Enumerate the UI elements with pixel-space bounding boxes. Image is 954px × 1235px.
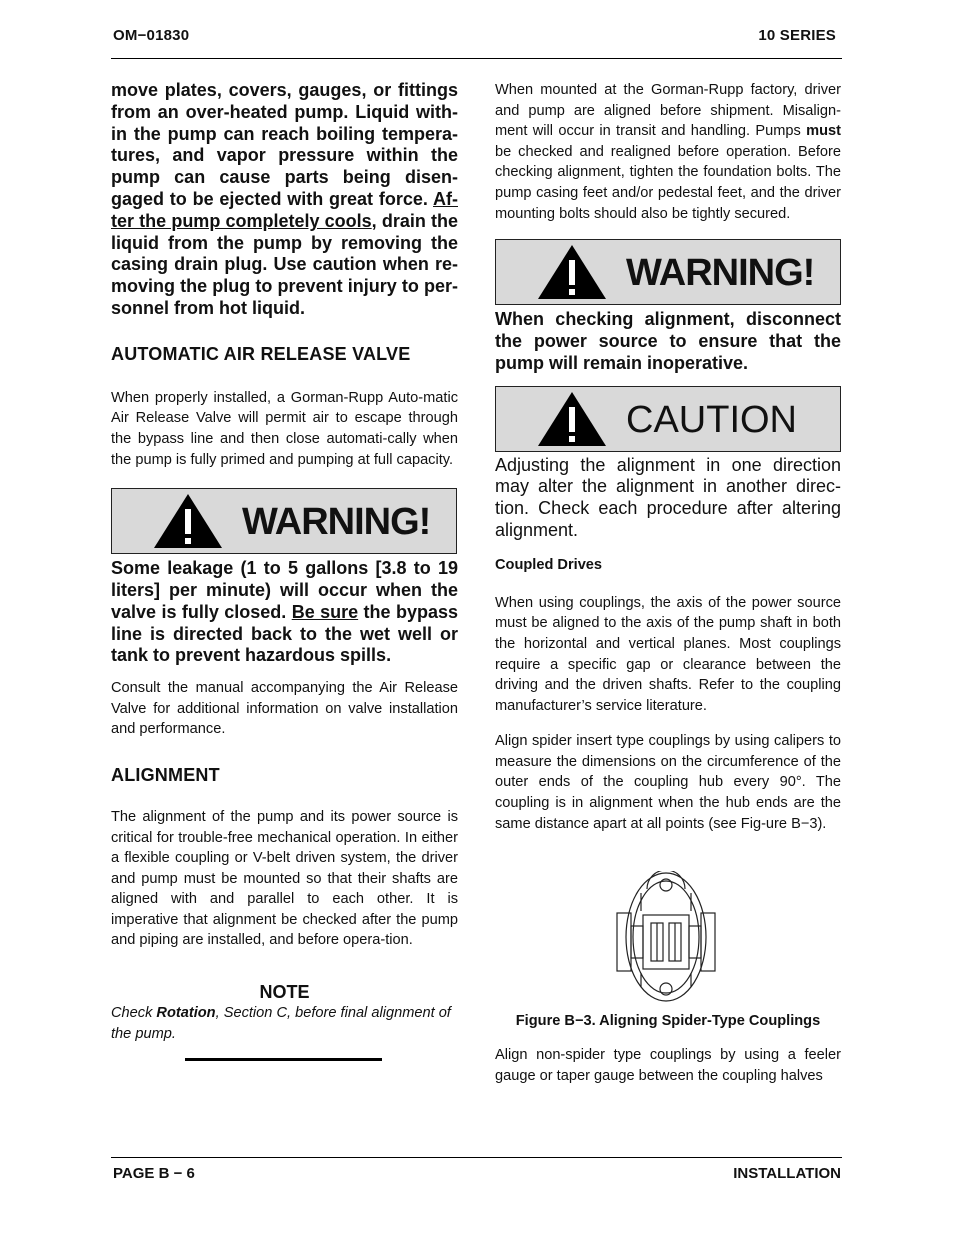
warning-word: WARNING! [626, 252, 815, 295]
factory-text-b: be checked and realigned before operation. Before checking alignment, tighten the foundation bolts. The pump casing feet and/or pedestal feet, and the driver mounting bolts should also be tightly secured. [495, 143, 841, 222]
warning-word: WARNING! [242, 501, 431, 544]
footer-rule [111, 1157, 842, 1158]
leakage-text-b: the bypass line is directed back to the wet well or tank to prevent hazardous spills. [111, 601, 458, 666]
document-id: OM−01830 [113, 27, 190, 44]
warning-box [495, 239, 841, 305]
exclamation-triangle-icon [152, 492, 224, 550]
consult-manual-text: Consult the manual accompanying the Air Release Valve for additional information on valve installation and performance. [111, 680, 458, 738]
factory-text-bold: must [806, 123, 841, 140]
figure-caption: Figure B−3. Aligning Spider-Type Couplings [515, 1013, 821, 1030]
leakage-text-underlined: Be sure [291, 601, 359, 622]
coupled-drives-text: When using couplings, the axis of the power source must be aligned to the axis of the pump shaft in both the horizontal and vertical planes. Most couplings require a specific gap or clearance between the driving and the driven shafts. Refer to the coupling manufacturer’s service literature. [495, 594, 841, 714]
spider-coupling-text: Align spider insert type couplings by using calipers to measure the dimensions on the circumference of the outer ends of the coupling hub every 90°. The coupling is in alignment when the hub ends are the same distance apart at all points (see Fig-ure B−3). [495, 733, 841, 832]
note-text-b: , Section C, before final alignment of the pump. [111, 1005, 451, 1042]
note-text [111, 1003, 458, 1044]
intro-text-a: move plates, covers, gauges, or fittings from an over-heated pump. Liquid with-in the pump can reach boiling tempera-tures, and vapor pressure within the pump can cause parts being disen-gaged to be ejected with great force. [111, 80, 458, 209]
leakage-text-a: Some leakage (1 to 5 gallons [3.8 to 19 liters] per minute) will occur when the valve is fully closed. [111, 558, 458, 622]
air-release-text: When properly installed, a Gorman-Rupp Auto-matic Air Release Valve will permit air to escape through the bypass line and then close automati-cally when the pump is fully primed and pumping at full capacity. [111, 389, 458, 468]
right-column [495, 80, 841, 1086]
header-rule [111, 58, 842, 59]
caution-box [495, 386, 841, 452]
spider-coupling-figure [495, 871, 841, 1006]
disconnect-power-warning: When checking alignment, disconnect the power source to ensure that the pump will remain inoperative. [495, 309, 841, 373]
exclamation-triangle-icon [536, 243, 608, 301]
alignment-heading: ALIGNMENT [111, 764, 220, 785]
intro-text-b: , drain the liquid from the pump by removing the casing drain plug. Use caution when re-moving the plug to prevent injury to per-sonnel from hot liquid. [111, 210, 458, 318]
caution-text: Adjusting the alignment in one direction may alter the alignment in another direc-tion. Check each procedure after altering alignment. [495, 454, 841, 540]
caution-word: CAUTION [626, 398, 797, 441]
series-label: 10 SERIES [758, 27, 836, 44]
factory-text-a: When mounted at the Gorman-Rupp factory, driver and pump are aligned before shipment. Misalign-ment will occur in transit and handling. Pumps [495, 82, 841, 140]
section-label: INSTALLATION [733, 1165, 841, 1182]
non-spider-coupling-text: Align non-spider type couplings by using a feeler gauge or taper gauge between the coupling halves [495, 1047, 841, 1084]
note-text-bold: Rotation [156, 1005, 216, 1022]
hot-pump-warning-continuation [111, 80, 458, 320]
exclamation-triangle-icon [536, 390, 608, 448]
air-release-heading: AUTOMATIC AIR RELEASE VALVE [111, 343, 411, 364]
factory-alignment-text [495, 80, 841, 224]
alignment-text: The alignment of the pump and its power source is critical for trouble-free mechanical operation. In either a flexible coupling or V-belt driven system, the driver and pump must be mounted so that their shafts are aligned with and parallel to each other. It is imperative that alignment be checked after the pump and piping are installed, and before opera-tion. [111, 808, 458, 949]
page-number: PAGE B − 6 [113, 1165, 195, 1182]
figure-b3 [495, 871, 841, 1006]
warning-box [111, 488, 457, 554]
leakage-warning-text [111, 558, 458, 667]
note-title: NOTE [259, 982, 310, 1003]
intro-text-underlined: Af-ter the pump completely cools [111, 188, 458, 231]
note-end-rule [185, 1058, 382, 1061]
note-text-a: Check [111, 1005, 157, 1022]
left-column [111, 80, 458, 1061]
coupled-drives-heading: Coupled Drives [495, 556, 603, 573]
